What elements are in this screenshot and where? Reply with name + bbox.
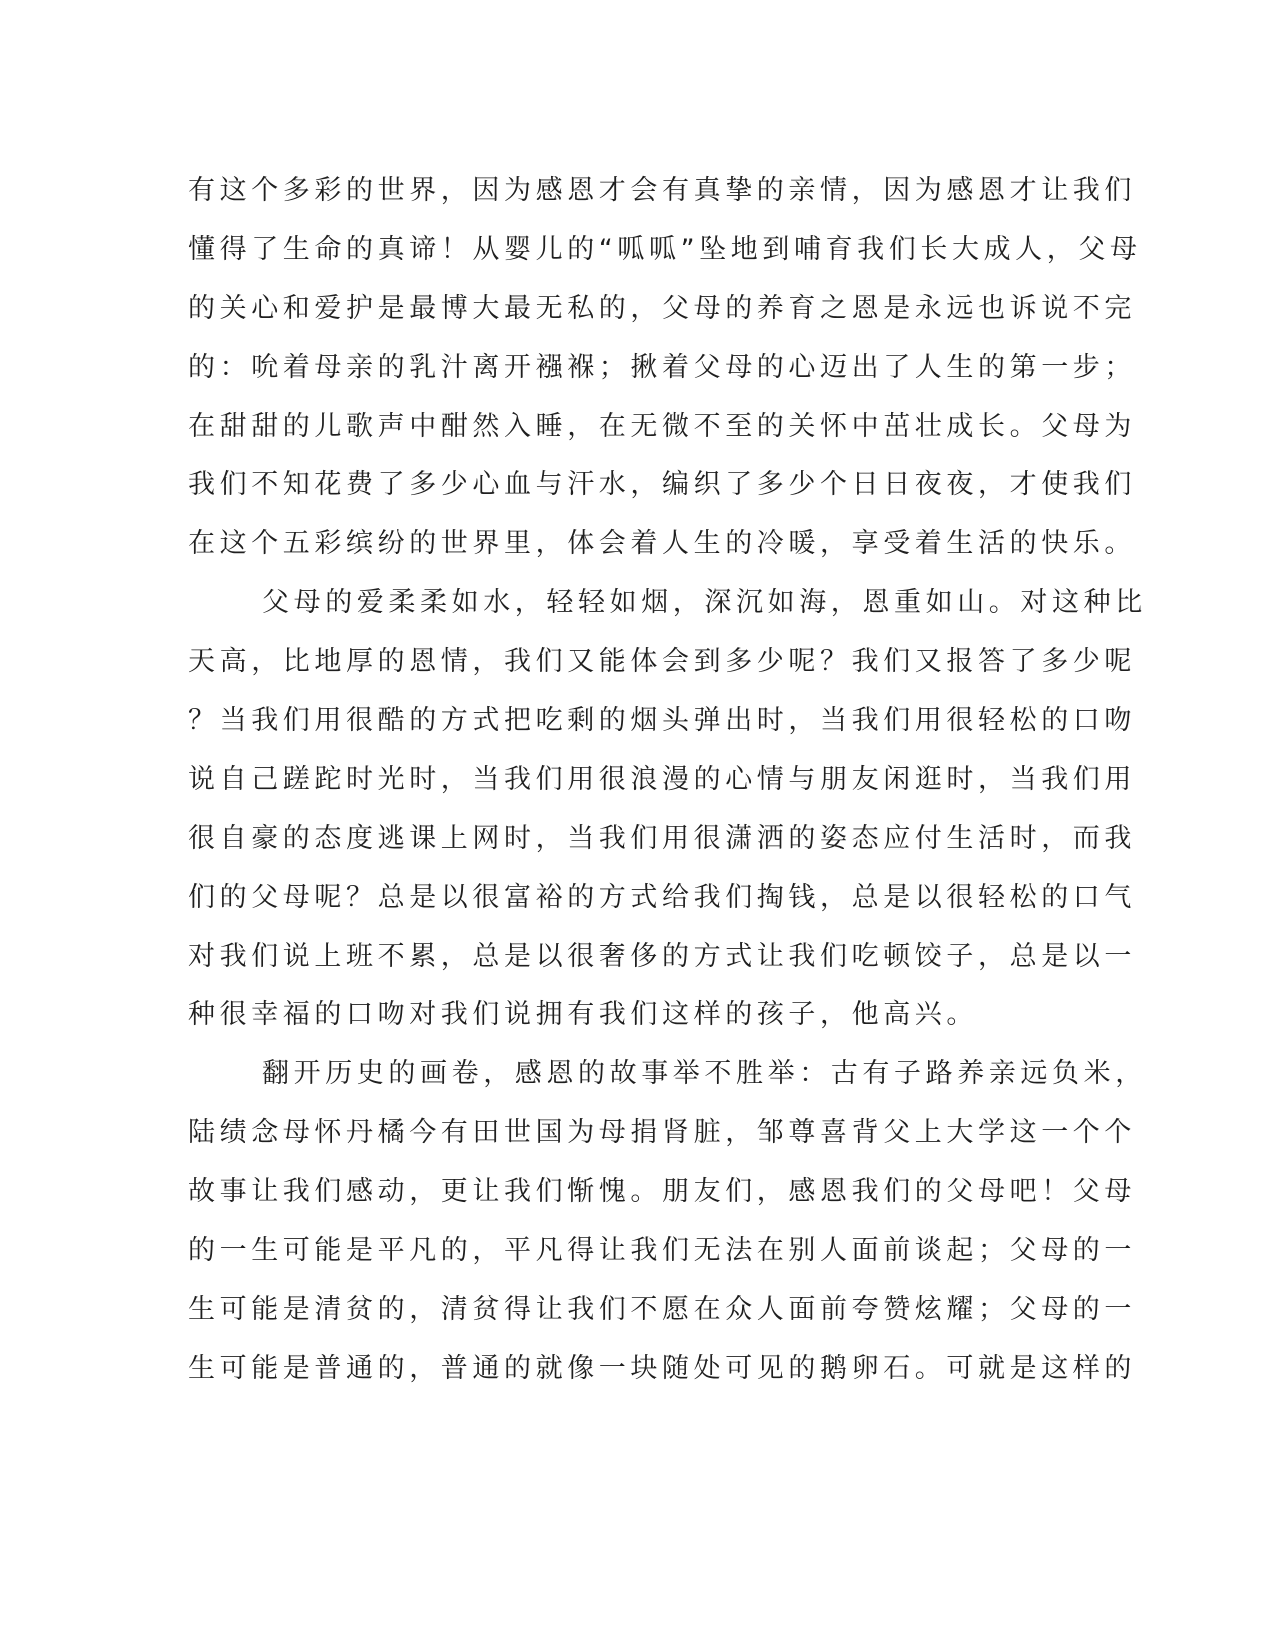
text-line: 有这个多彩的世界，因为感恩才会有真挚的亲情，因为感恩才让我们 xyxy=(188,175,1136,206)
text-line: 陆绩念母怀丹橘今有田世国为母捐肾脏，邹尊喜背父上大学这一个个 xyxy=(188,1117,1136,1149)
essay-body xyxy=(188,162,1147,1399)
text-line: 懂得了生命的真谛！从婴儿的“呱呱”坠地到哺育我们长大成人，父母 xyxy=(188,233,1142,265)
text-line: 生可能是普通的，普通的就像一块随处可见的鹅卵石。可就是这样的 xyxy=(188,1352,1136,1384)
text-line: 对我们说上班不累，总是以很奢侈的方式让我们吃顿饺子，总是以一 xyxy=(188,940,1136,972)
text-line: 说自己蹉跎时光时，当我们用很浪漫的心情与朋友闲逛时，当我们用 xyxy=(188,763,1136,795)
text-line: 生可能是清贫的，清贫得让我们不愿在众人面前夸赞炫耀；父母的一 xyxy=(188,1293,1136,1325)
text-line: 的一生可能是平凡的，平凡得让我们无法在别人面前谈起；父母的一 xyxy=(188,1235,1136,1267)
text-line: 种很幸福的口吻对我们说拥有我们这样的孩子，他高兴。 xyxy=(188,999,978,1031)
text-line: 在这个五彩缤纷的世界里，体会着人生的冷暖，享受着生活的快乐。 xyxy=(188,528,1136,560)
paragraph-start-line: 翻开历史的画卷，感恩的故事举不胜举：古有子路养亲远负米， xyxy=(262,1058,1147,1090)
text-line: 在甜甜的儿歌声中酣然入睡，在无微不至的关怀中茁壮成长。父母为 xyxy=(188,410,1136,442)
text-line: 天高，比地厚的恩情，我们又能体会到多少呢？我们又报答了多少呢 xyxy=(188,646,1136,678)
text-line: 们的父母呢？总是以很富裕的方式给我们掏钱，总是以很轻松的口气 xyxy=(188,881,1136,913)
text-line: ？当我们用很酷的方式把吃剩的烟头弹出时，当我们用很轻松的口吻 xyxy=(188,705,1136,737)
text-line: 我们不知花费了多少心血与汗水，编织了多少个日日夜夜，才使我们 xyxy=(188,469,1136,501)
paragraph-start-line: 父母的爱柔柔如水，轻轻如烟，深沉如海，恩重如山。对这种比 xyxy=(262,587,1147,619)
text-line: 很自豪的态度逃课上网时，当我们用很潇洒的姿态应付生活时，而我 xyxy=(188,822,1136,854)
text-line: 的关心和爱护是最博大最无私的，父母的养育之恩是永远也诉说不完 xyxy=(188,292,1136,324)
text-line: 的：吮着母亲的乳汁离开襁褓；揪着父母的心迈出了人生的第一步； xyxy=(188,351,1136,383)
text-line: 故事让我们感动，更让我们惭愧。朋友们，感恩我们的父母吧！父母 xyxy=(188,1176,1136,1208)
